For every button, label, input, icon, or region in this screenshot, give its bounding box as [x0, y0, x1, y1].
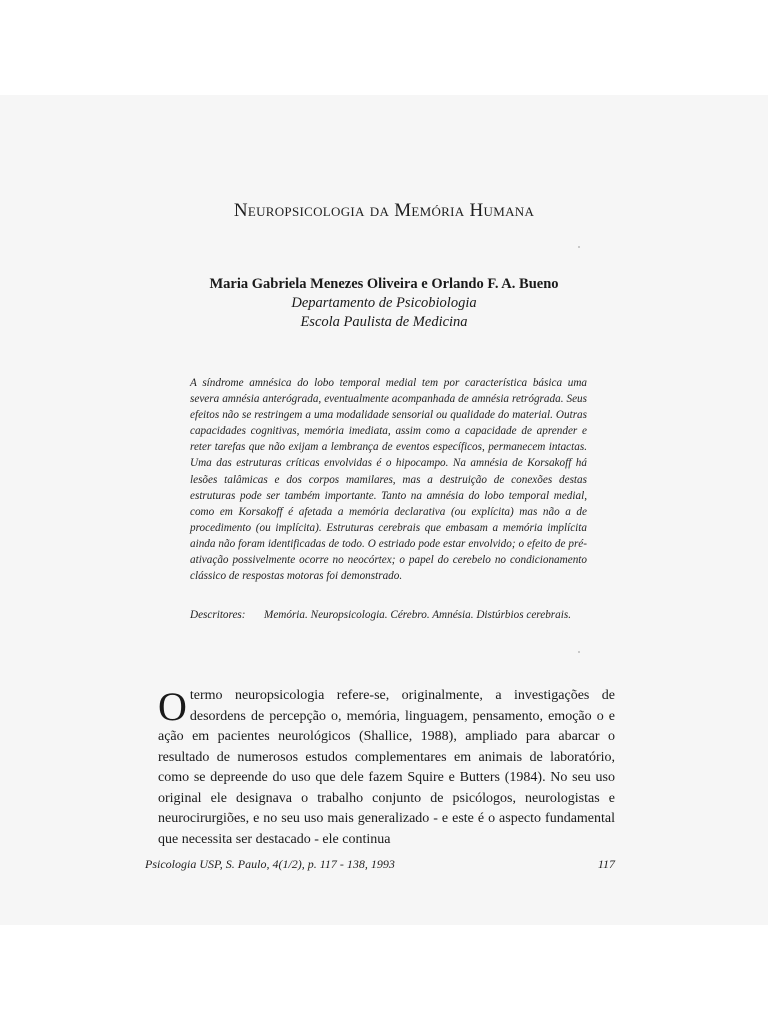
descriptors-value: Memória. Neuropsicologia. Cérebro. Amnésia. Distúrbios cerebrais. [264, 609, 572, 621]
journal-citation: Psicologia USP, S. Paulo, 4(1/2), p. 117 - 138, 1993 [145, 857, 395, 871]
abstract-text: A síndrome amnésica do lobo temporal medial tem por característica básica uma severa amnésia anterógrada, eventualmente acompanhada de amnésia retrógrada. Seus efeitos não se restringem a uma modalidade sensorial ou qualidade do material. Outras capacidades cognitivas, memória imediata, assim como a capacidade de aprender e reter tarefas que não exijam a lembrança de eventos específicos, permanecem intactas. Uma das estruturas críticas envolvidas é o hipocampo. Na amnésia de Korsakoff há lesões talâmicas e dos corpos mamilares, mas a destruição de conexões destas estruturas pode ser também importante. Tanto na amnésia do lobo temporal medial, como em Korsakoff é afetada a memória declarativa (ou explícita) mas não a de procedimento (ou implícita). Estruturas cerebrais que embasam a memória implícita ainda não foram identificadas de todo. O estriado pode estar envolvido; o efeito de pré-ativação possivelmente ocorre no neocórtex; o papel do cerebelo no condicionamento clássico de respostas motoras foi demonstrado. [190, 377, 587, 583]
descriptors [190, 607, 587, 623]
scan-speck [578, 246, 580, 248]
drop-cap: O [158, 684, 187, 729]
article-title: Neuropsicologia da Memória Humana [233, 200, 535, 221]
page-number: 117 [597, 857, 615, 871]
author-institution: Escola Paulista de Medicina [300, 314, 468, 330]
author-department: Departamento de Psicobiologia [291, 295, 477, 311]
descriptors-label: Descritores: [190, 609, 246, 621]
article-authors: Maria Gabriela Menezes Oliveira e Orlando F. A. Bueno [209, 276, 559, 292]
body-paragraph [158, 686, 615, 850]
scan-speck [578, 651, 580, 653]
body-paragraph-text: termo neuropsicologia refere-se, originalmente, a investigações de desordens de percepção o, memória, linguagem, pensamento, emoção o e ação em pacientes neurológicos (Shallice, 1988), ampliado para abarcar o resultado de numerosos estudos complementares em animais de laboratório, como se depreende do uso que dele fazem Squire e Butters (1984). No seu uso original ele designava o trabalho conjunto de psicólogos, neurologistas e neurocirurgiões, e no seu uso mais generalizado - e este é o aspecto fundamental que necessita ser destacado - ele continua [158, 688, 615, 847]
